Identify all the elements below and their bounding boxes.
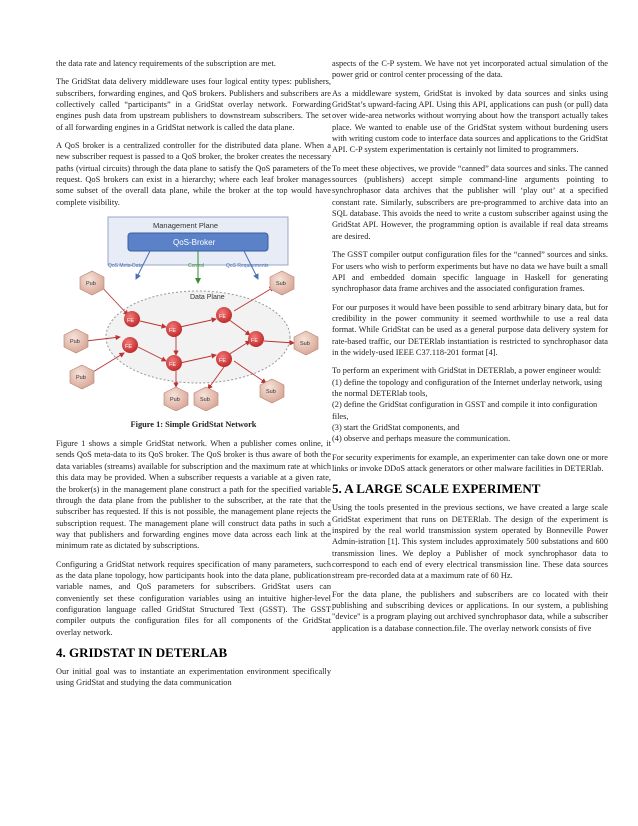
- procedure-step-4: (4) observe and perhaps measure the communication.: [332, 434, 511, 444]
- svg-text:Pub: Pub: [170, 397, 180, 404]
- data-plane-label: Data Plane: [190, 294, 225, 302]
- svg-text:FE: FE: [169, 362, 177, 369]
- subscriber-4: [194, 387, 218, 411]
- right-paragraph-5: For our purposes it would have been possible to send arbitrary binary data, but for credibility in the power community it seemed worthwhile to use a real data format. While GridStat can be used as a general purpose data delivery system for rate-based traffic, our DETERlab instantiation is restricted to synchrophasor data in the widely-used IEEE C37.118-201 format [4].: [332, 302, 608, 357]
- right-paragraph-4: The GSST compiler output configuration files for the “canned” sources and sinks. For users who wish to perform experiments but have no data we have built a small API and embedded domain specific language in Haskell for generating synchrophasor data frame archives and the associated configuration frames.: [332, 250, 608, 294]
- svg-text:Pub: Pub: [76, 375, 86, 382]
- publisher-2: [64, 329, 88, 353]
- subscriber-2: [294, 331, 318, 355]
- right-paragraph-2: As a middleware system, GridStat is invoked by data sources and sinks using GridStat’s upward-facing API. Using this API, applications can push (or pull) data over wide-area networks without worrying about how the transport actually takes place. We wanted to enable use of the GridStat system without burdening users with writing custom code to interface data sources and applications to the GridStat API. C-P system experimentation is certainly not limited to programmers.: [332, 88, 608, 155]
- procedure-intro: To perform an experiment with GridStat in DETERlab, a power engineer would:: [332, 366, 602, 376]
- qos-requirements-label: QoS Requirements: [226, 263, 269, 270]
- svg-text:Sub: Sub: [300, 341, 310, 348]
- section-heading-5: 5. A LARGE SCALE EXPERIMENT: [332, 481, 541, 497]
- control-label: Control: [188, 263, 205, 270]
- publisher-1: [80, 271, 104, 295]
- forwarding-engine-2: [122, 337, 138, 353]
- left-paragraph-4: Figure 1 shows a simple GridStat network. When a publisher comes online, it sends QoS meta-data to its QoS broker. The QoS broker is thus aware of both the data variables (streams) available for subscription and the maximum rate at which this data may be provided. When a subscriber requests a variable at a given rate, the broker(s) in the management plane construct a path for the specified variable through the data plane from the publisher to the subscriber, at the rate that the subscriber has requested. If this is not possible, the management plane rejects the subscription request. The management plane will construct data paths in such a way that publishers and forwarding engines move data across each link at the minimum rate as dictated by subscriptions.: [56, 439, 331, 551]
- svg-text:Sub: Sub: [266, 389, 276, 396]
- left-paragraph-2: The GridStat data delivery middleware uses four logical entity types: publishers, subscribers, forwarding engines, and QoS brokers. Publishers and subscribers are collectively called “participants” in a GridStat overlay network. Forwarding engines push data from upstream publishers to downstream subscribers. The set of all forwarding engines in a GridStat network is called the data plane.: [56, 77, 331, 132]
- right-paragraph-3: To meet these objectives, we provide “canned” data sources and sinks. The canned sources (publishers) accept simple command-line arguments pointing to synchrophasor data archives that the publisher will ‘play out’ at a specified constant rate. Similarly, subscribers are pre-programmed to archive data into an SQL database. This avoids the need to write a custom subscriber against using the GridStat API. However, the programming option is available if real data streams are desired.: [332, 163, 608, 241]
- svg-text:Pub: Pub: [86, 281, 96, 288]
- svg-text:FE: FE: [219, 358, 227, 365]
- gridstat-network-diagram: [58, 215, 330, 411]
- left-paragraph-3: A QoS broker is a centralized controller for the distributed data plane. When a new subscriber request is passed to a QoS broker, the broker creates the necessary paths (virtual circuits) through the data plane to satisfy the QoS parameters of the request. QoS brokers can exist in a hierarchy; where each leaf broker manages some subset of the overall data plane, while the broker at the top would have complete visibility.: [56, 141, 331, 207]
- procedure-step-3: (3) start the GridStat components, and: [332, 422, 460, 432]
- management-plane-label: Management Plane: [153, 221, 219, 231]
- figure-caption: Figure 1: Simple GridStat Network: [130, 420, 257, 430]
- procedure-step-1: (1) define the topology and configuration of the Internet underlay network, using the normal DETERlab tools,: [332, 377, 603, 398]
- svg-text:FE: FE: [125, 344, 133, 351]
- subscriber-3: [260, 379, 284, 403]
- svg-text:FE: FE: [251, 338, 259, 345]
- forwarding-engine-7: [248, 331, 264, 347]
- section-heading-4: 4. GRIDSTAT IN DETERLAB: [56, 644, 228, 660]
- left-paragraph-1: the data rate and latency requirements of the subscription are met.: [56, 59, 276, 68]
- subscriber-1: [270, 271, 294, 295]
- svg-text:FE: FE: [169, 328, 177, 335]
- svg-text:Sub: Sub: [200, 397, 210, 404]
- qos-meta-data-label: QoS Meta-Data: [108, 263, 143, 270]
- publisher-4: [164, 387, 188, 411]
- svg-text:FE: FE: [219, 314, 227, 321]
- forwarding-engine-1: [124, 311, 140, 327]
- qos-broker-label: QoS-Broker: [173, 238, 216, 248]
- left-paragraph-6: Our initial goal was to instantiate an experimentation environment specifically using GridStat and studying the data communication: [56, 666, 331, 688]
- svg-text:Sub: Sub: [276, 281, 286, 288]
- forwarding-engine-6: [216, 351, 232, 367]
- left-paragraph-5: Configuring a GridStat network requires specification of many parameters, such as the data plane topology, how participants hook into the data plane, publication variable names, and QoS parameters for subscribers. GridStat users can conveniently set these configuration variables using an intuitive higher-level configuration language called GridStat Structured Text (GSST). The GSST compiler outputs the configuration files for all components of the GridStat overlay network.: [56, 559, 331, 637]
- right-paragraph-9: For the data plane, the publishers and subscribers are co located with their publishing and subscribing devices or applications. In our system, a publishing "device" is a program playing out archived synchrophasor data, while a subscriber application is a database connection.file. The overlay network consists of five: [332, 589, 608, 633]
- svg-text:FE: FE: [127, 318, 135, 325]
- svg-text:Pub: Pub: [70, 339, 80, 346]
- right-column: [332, 58, 608, 641]
- right-paragraph-7: For security experiments for example, an experimenter can take down one or more links or invoke DDoS attack generators or other malware facilities in DETERlab.: [332, 452, 608, 473]
- left-column: [56, 58, 331, 696]
- right-paragraph-8: Using the tools presented in the previous sections, we have created a large scale GridStat experiment that runs on DETERlab. The design of the experiment is inspired by the real world transmission system operated by Bonneville Power Admin-istration [1]. This system includes approximately 500 substations and 600 transmission lines. We deploy a Publisher of mock synchrophasor data to correspond to each end of every electrical transmission line. These data sources stream pre-recorded data at a maximum rate of 60 Hz.: [332, 503, 608, 581]
- forwarding-engine-4: [166, 355, 182, 371]
- right-paragraph-1: aspects of the C-P system. We have not yet incorporated actual simulation of the power grid or control center processing of the data.: [332, 59, 608, 80]
- publisher-3: [70, 365, 94, 389]
- forwarding-engine-5: [216, 307, 232, 323]
- procedure-step-2: (2) define the GridStat configuration in GSST and compile it into configuration files,: [332, 400, 598, 421]
- forwarding-engine-3: [166, 321, 182, 337]
- figure-1: [56, 215, 331, 415]
